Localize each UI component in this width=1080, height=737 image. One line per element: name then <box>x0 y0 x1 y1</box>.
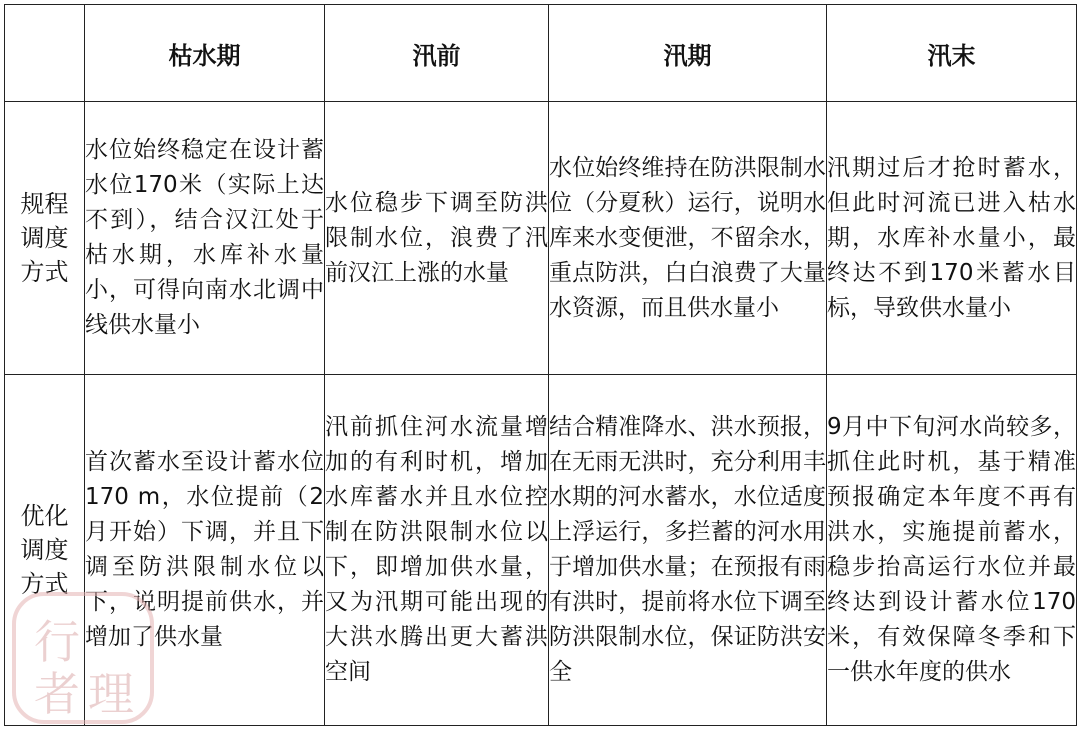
row-label-optimized: 优化 调度 方式 <box>5 375 85 726</box>
table-cell: 结合精准降水、洪水预报，在无雨无洪时，充分利用丰水期的河水蓄水，水位适度上浮运行，多拦蓄的河水用于增加供水量；在预报有雨有洪时，提前将水位下调至防洪限制水位，保证防洪安全 <box>549 375 827 726</box>
table-cell: 水位始终稳定在设计蓄水位170米（实际上达不到），结合汉江处于枯水期，水库补水量小，可得向南水北调中线供水量小 <box>85 102 325 375</box>
header-dry-season: 枯水期 <box>85 5 325 102</box>
corner-cell <box>5 5 85 102</box>
row-label-regulation: 规程 调度 方式 <box>5 102 85 375</box>
table-cell: 首次蓄水至设计蓄水位170 m，水位提前（2月开始）下调，并且下调至防洪限制水位以下，说明提前供水，并增加了供水量 <box>85 375 325 726</box>
header-post-flood: 汛末 <box>827 5 1077 102</box>
seal-char: 行 <box>34 615 80 669</box>
header-pre-flood: 汛前 <box>325 5 549 102</box>
header-row <box>5 5 1077 102</box>
table-cell: 9月中下旬河水尚较多，抓住此时机，基于精准预报确定本年度不再有洪水，实施提前蓄水，稳步抬高运行水位并最终达到设计蓄水位170米，有效保障冬季和下一供水年度的供水 <box>827 375 1077 726</box>
header-flood-season: 汛期 <box>549 5 827 102</box>
table-row <box>5 375 1077 726</box>
table-cell: 水位始终维持在防洪限制水位（分夏秋）运行，说明水库来水变便泄，不留余水，重点防洪，白白浪费了大量水资源，而且供水量小 <box>549 102 827 375</box>
comparison-table <box>4 4 1077 726</box>
table-row <box>5 102 1077 375</box>
table-cell: 汛前抓住河水流量增加的有利时机，增加水库蓄水并且水位控制在防洪限制水位以下，即增加供水量，又为汛期可能出现的大洪水腾出更大蓄洪空间 <box>325 375 549 726</box>
seal-char: 者 <box>34 667 80 721</box>
table-cell: 汛期过后才抢时蓄水，但此时河流已进入枯水期，水库补水量小，最终达不到170米蓄水目标，导致供水量小 <box>827 102 1077 375</box>
seal-char: 理 <box>88 667 134 721</box>
table-cell: 水位稳步下调至防洪限制水位，浪费了汛前汉江上涨的水量 <box>325 102 549 375</box>
